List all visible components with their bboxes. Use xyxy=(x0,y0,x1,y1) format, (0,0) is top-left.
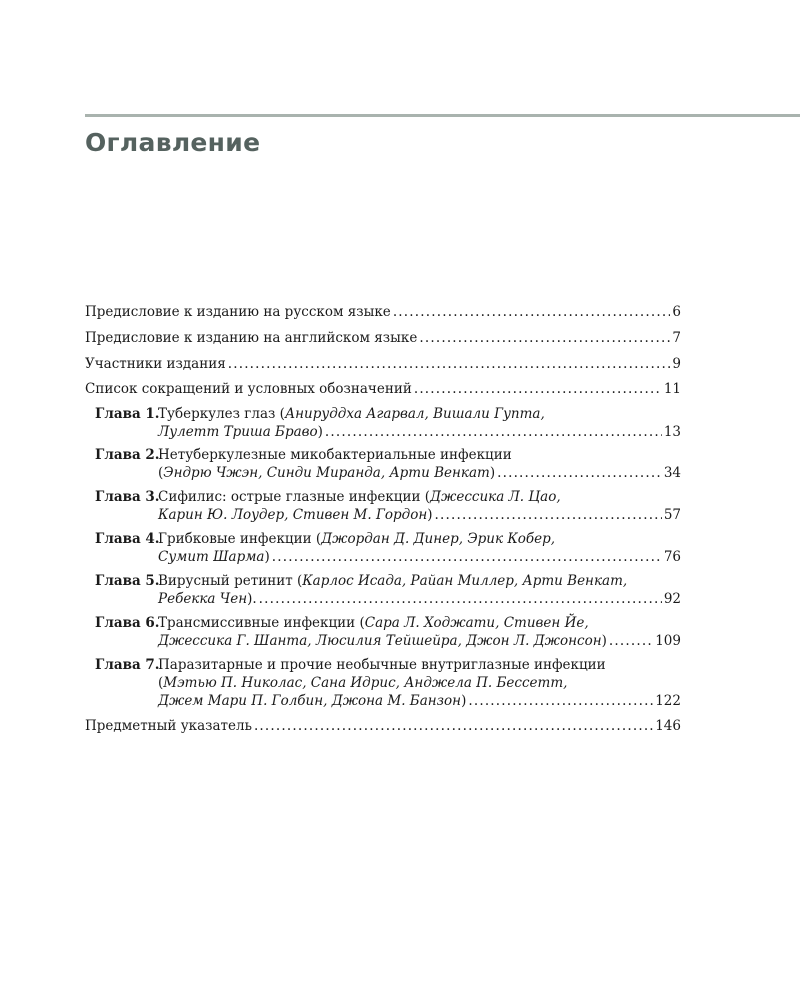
toc-entry-title: Предметный указатель xyxy=(85,718,252,734)
toc-page-number: 76 xyxy=(663,549,681,565)
chapter-label: Глава 5. xyxy=(95,573,160,589)
chapter-title: Вирусный ретинит xyxy=(158,573,293,589)
toc-page-number: 57 xyxy=(663,507,681,523)
chapter-authors: Карин Ю. Лоудер, Стивен М. Гордон xyxy=(158,507,428,523)
leader-dots xyxy=(497,464,662,482)
chapter-title: Грибковые инфекции xyxy=(158,531,312,547)
chapter-title: Туберкулез глаз xyxy=(158,406,276,422)
chapter-label: Глава 1. xyxy=(95,406,160,422)
chapter-6-title[interactable]: Трансмиссивные инфекции (Сара Л. Ходжати, Стивен Йе, xyxy=(158,615,589,631)
leader-dots xyxy=(609,632,653,650)
chapter-title: Сифилис: острые глазные инфекции xyxy=(158,489,421,505)
chapter-2-authors-line[interactable]: (Эндрю Чжэн, Синди Миранда, Арти Венкат) ..... 34 xyxy=(158,464,681,482)
chapter-authors: Джордан Д. Динер, Эрик Кобер, xyxy=(321,531,556,547)
chapter-3-authors-line[interactable]: Карин Ю. Лоудер, Стивен М. Гордон) ..... 57 xyxy=(158,506,681,524)
chapter-label: Глава 6. xyxy=(95,615,160,631)
chapter-5-title[interactable]: Вирусный ретинит (Карлос Исада, Райан Миллер, Арти Венкат, xyxy=(158,573,628,589)
toc-entry-preface-ru[interactable] xyxy=(85,303,681,321)
chapter-7-authors-line2[interactable]: Джем Мари П. Голбин, Джона М. Банзон) ..... 122 xyxy=(158,692,681,710)
chapter-label: Глава 2. xyxy=(95,447,160,463)
leader-dots xyxy=(435,506,662,524)
toc-page-number: 122 xyxy=(655,693,681,709)
toc-entry-index[interactable] xyxy=(85,717,681,735)
chapter-1-title[interactable]: Туберкулез глаз (Анируддха Агарвал, Вишали Гупта, xyxy=(158,406,545,422)
chapter-title: Трансмиссивные инфекции xyxy=(158,615,356,631)
chapter-1-authors-line[interactable]: Лулетт Триша Браво) ..... 13 xyxy=(158,423,681,441)
leader-dots xyxy=(468,692,653,710)
chapter-authors: Карлос Исада, Райан Миллер, Арти Венкат, xyxy=(302,573,628,589)
chapter-authors: Анируддха Агарвал, Вишали Гупта, xyxy=(284,406,545,422)
toc-page-number: 9 xyxy=(672,356,681,372)
chapter-label: Глава 3. xyxy=(95,489,160,505)
leader-dots xyxy=(254,717,653,735)
leader-dots xyxy=(393,303,671,321)
toc-page-number: 146 xyxy=(655,718,681,734)
leader-dots xyxy=(272,548,662,566)
chapter-authors: Мэтью П. Николас, Сана Идрис, Анджела П. Бессетт, xyxy=(163,675,568,691)
chapter-authors: Сумит Шарма xyxy=(158,549,265,565)
toc-page-number: 6 xyxy=(672,304,681,320)
toc-entry-contributors[interactable] xyxy=(85,355,681,373)
leader-dots xyxy=(414,380,662,398)
toc-entry-title: Участники издания xyxy=(85,356,226,372)
chapter-authors: Сара Л. Ходжати, Стивен Йе, xyxy=(364,615,589,631)
toc-entry-title: Список сокращений и условных обозначений xyxy=(85,381,412,397)
toc-page-number: 13 xyxy=(663,424,681,440)
leader-dots xyxy=(228,355,671,373)
chapter-authors: Лулетт Триша Браво xyxy=(158,424,318,440)
page-title: Оглавление xyxy=(85,128,261,157)
chapter-authors: Эндрю Чжэн, Синди Миранда, Арти Венкат xyxy=(163,465,490,481)
chapter-authors: Джессика Г. Шанта, Люсилия Тейшейра, Джон Л. Джонсон xyxy=(158,633,602,649)
chapter-title[interactable]: Паразитарные и прочие необычные внутриглазные инфекции xyxy=(158,657,606,673)
chapter-4-authors-line[interactable]: Сумит Шарма) ..... 76 xyxy=(158,548,681,566)
chapter-label: Глава 4. xyxy=(95,531,160,547)
toc-page-number: 109 xyxy=(655,633,681,649)
leader-dots xyxy=(259,590,662,608)
chapter-7-authors-line1: (Мэтью П. Николас, Сана Идрис, Анджела П. Бессетт, xyxy=(158,675,568,691)
chapter-authors: Джем Мари П. Голбин, Джона М. Банзон xyxy=(158,693,462,709)
chapter-title[interactable]: Нетуберкулезные микобактериальные инфекции xyxy=(158,447,512,463)
chapter-authors: Джессика Л. Цао, xyxy=(430,489,561,505)
toc-entry-title: Предисловие к изданию на английском языке xyxy=(85,330,418,346)
toc-page-number: 34 xyxy=(663,465,681,481)
leader-dots xyxy=(419,329,670,347)
toc-page-number: 11 xyxy=(663,381,681,397)
toc-page-number: 7 xyxy=(672,330,681,346)
chapter-5-authors-line[interactable]: Ребекка Чен). ..... 92 xyxy=(158,590,681,608)
toc-entry-abbreviations[interactable] xyxy=(85,380,681,398)
chapter-authors: Ребекка Чен xyxy=(158,591,248,607)
toc-entry-preface-en[interactable] xyxy=(85,329,681,347)
chapter-4-title[interactable]: Грибковые инфекции (Джордан Д. Динер, Эрик Кобер, xyxy=(158,531,556,547)
chapter-3-title[interactable]: Сифилис: острые глазные инфекции (Джессика Л. Цао, xyxy=(158,489,561,505)
chapter-6-authors-line[interactable]: Джессика Г. Шанта, Люсилия Тейшейра, Джон Л. Джонсон) ..... 109 xyxy=(158,632,681,650)
toc-page-number: 92 xyxy=(663,591,681,607)
toc-entry-title: Предисловие к изданию на русском языке xyxy=(85,304,391,320)
leader-dots xyxy=(325,423,662,441)
chapter-label: Глава 7. xyxy=(95,657,160,673)
